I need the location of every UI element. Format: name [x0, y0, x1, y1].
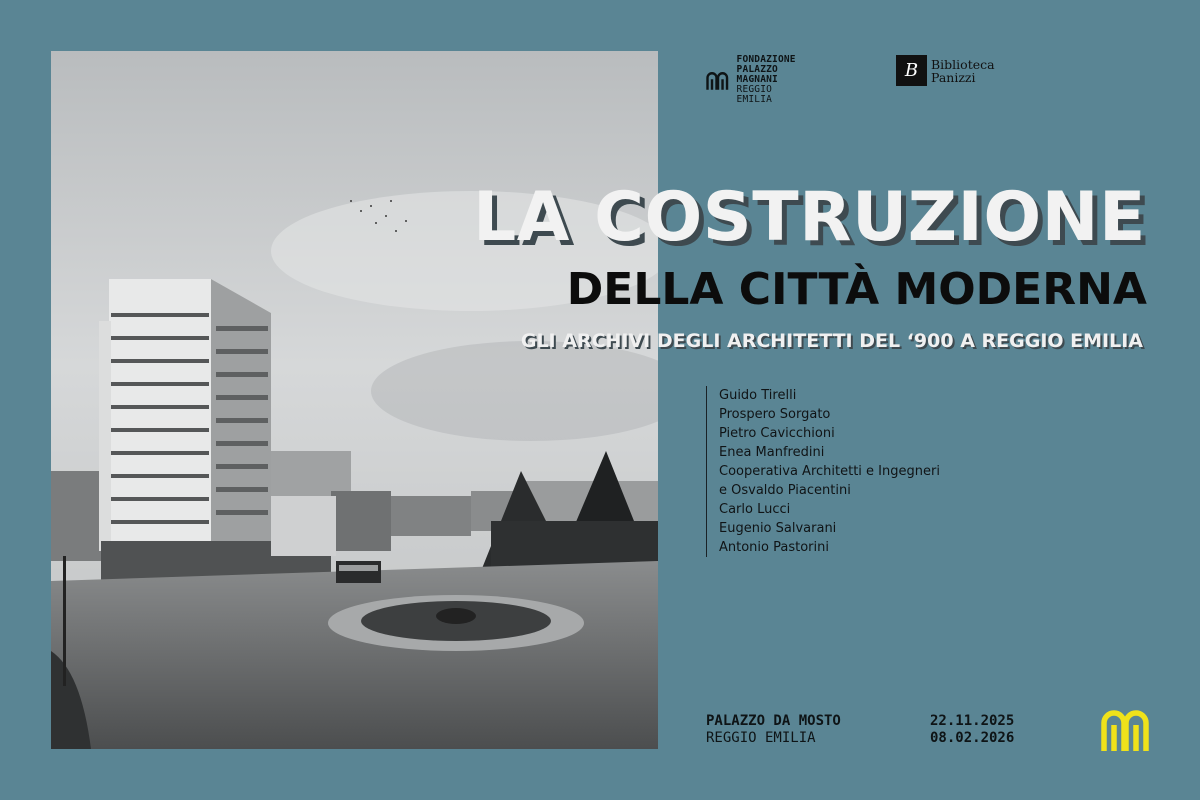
- architect-item: e Osvaldo Piacentini: [719, 483, 851, 498]
- fondazione-line3: REGGIO EMILIA: [736, 84, 773, 105]
- palazzo-magnani-mark-icon: [706, 65, 729, 95]
- architect-item: Carlo Lucci: [719, 502, 791, 517]
- date-start: 22.11.2025: [930, 713, 1015, 729]
- fondazione-line2: PALAZZO MAGNANI: [736, 64, 778, 85]
- architect-item: Eugenio Salvarani: [719, 521, 837, 536]
- fondazione-line1: FONDAZIONE: [736, 54, 796, 65]
- venue: [706, 713, 841, 747]
- biblioteca-panizzi-logo: [896, 55, 995, 86]
- architect-item: Guido Tirelli: [719, 388, 797, 403]
- biblioteca-line2: Panizzi: [931, 69, 976, 85]
- biblioteca-mark-icon: B: [896, 55, 927, 86]
- fondazione-palazzo-magnani-logo: [706, 55, 803, 105]
- historic-photo: [51, 51, 658, 749]
- architect-item: Enea Manfredini: [719, 445, 825, 460]
- architect-item: Pietro Cavicchioni: [719, 426, 835, 441]
- architect-item: Prospero Sorgato: [719, 407, 831, 422]
- venue-name: PALAZZO DA MOSTO: [706, 713, 841, 729]
- architects-list: [706, 386, 940, 557]
- biblioteca-line1: Biblioteca: [931, 56, 995, 72]
- architect-item: Cooperativa Architetti e Ingegneri: [719, 464, 940, 479]
- title-line1: LA COSTRUZIONE: [472, 178, 1146, 257]
- palazzo-magnani-yellow-mark-icon: [1100, 703, 1150, 753]
- date-end: 08.02.2026: [930, 730, 1015, 746]
- subtitle: GLI ARCHIVI DEGLI ARCHITETTI DEL ‘900 A REGGIO EMILIA: [520, 330, 1143, 352]
- architect-item: Antonio Pastorini: [719, 540, 829, 555]
- title-line2: DELLA CITTÀ MODERNA: [566, 264, 1147, 315]
- exhibition-dates: [930, 713, 1014, 747]
- venue-city: REGGIO EMILIA: [706, 730, 816, 746]
